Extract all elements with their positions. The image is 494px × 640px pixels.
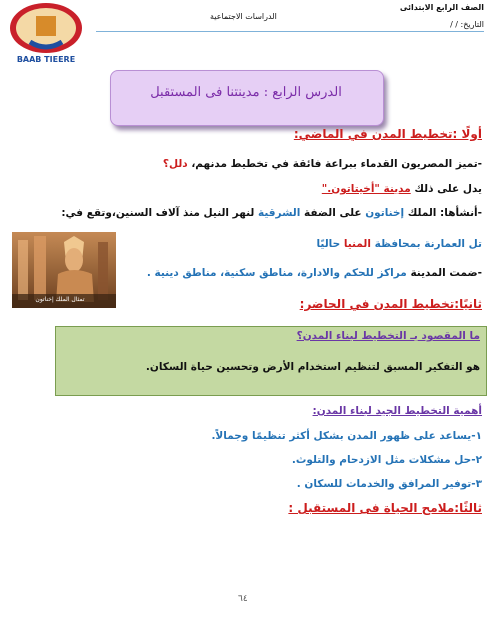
section1-line1 <box>163 158 482 170</box>
importance-item: ٣-توفير المرافق والخدمات للسكان . <box>296 478 482 490</box>
section2-heading: ثانيًا:تخطيط المدن في الحاضر: <box>299 297 482 311</box>
line3-king: إخناتون <box>365 207 405 219</box>
section3-heading: ثالثًا:ملامح الحياة فى المستقبل : <box>288 501 482 515</box>
definition-answer: هو التفكير المسبق لتنظيم استخدام الأرض وتحسين حياة السكان. <box>145 361 480 373</box>
section1-line4 <box>316 238 482 250</box>
definition-question: ما المقصود بـ التخطيط لبناء المدن؟ <box>296 330 480 342</box>
section1-line2 <box>322 183 482 195</box>
logo-text: BAAB TIEERE <box>16 55 76 64</box>
importance-heading: أهمية التخطيط الجيد لبناء المدن: <box>312 405 482 417</box>
line4-part-c: حاليًا <box>316 238 341 250</box>
statue-caption: تمثال الملك إخناتون <box>35 296 85 303</box>
lesson-title: الدرس الرابع : مدينتنا فى المستقبل <box>150 85 342 100</box>
school-logo <box>6 2 86 70</box>
line3-east: الشرقية <box>258 207 301 219</box>
page-number: ٦٤ <box>238 594 248 604</box>
line1-question: دلل؟ <box>162 158 188 170</box>
line5-part-a: -ضمت المدينة <box>410 267 482 279</box>
importance-item: ٢-حل مشكلات مثل الازدحام والتلوث. <box>291 454 482 466</box>
line2-city: مدينة "أخيتاتون." <box>321 183 411 195</box>
section1-line5 <box>147 267 482 279</box>
subject-label: الدراسات الاجتماعية <box>210 12 277 21</box>
line3-part-c: لنهر النيل منذ آلاف السنين،وتقع في: <box>61 207 255 219</box>
line4-part-b: بمحافظة <box>374 238 421 250</box>
header-divider <box>96 31 484 32</box>
line1-text: -تميز المصريون القدماء ببراعة فائقة في تخطيط مدنهم، <box>191 158 482 170</box>
section1-line3 <box>61 207 482 219</box>
line3-part-b: على الضفة <box>303 207 362 219</box>
section1-heading: أولًا :تخطيط المدن في الماضي: <box>293 127 482 141</box>
date-label: التاريخ: / / <box>450 20 484 29</box>
line3-part-a: -أنشأها: الملك <box>407 207 482 219</box>
line4-place: تل العمارنة <box>424 238 482 250</box>
importance-item: ١-يساعد على ظهور المدن بشكل أكثر تنظيمًا وجمالاً. <box>211 430 482 442</box>
line2-text: يدل على ذلك <box>414 183 482 195</box>
line5-part-b: مراكز للحكم والادارة، مناطق سكنية، مناطق دينية . <box>146 267 407 279</box>
grade-label: الصف الرابع الابتدائى <box>399 3 484 12</box>
line4-governorate: المنيا <box>343 238 371 250</box>
